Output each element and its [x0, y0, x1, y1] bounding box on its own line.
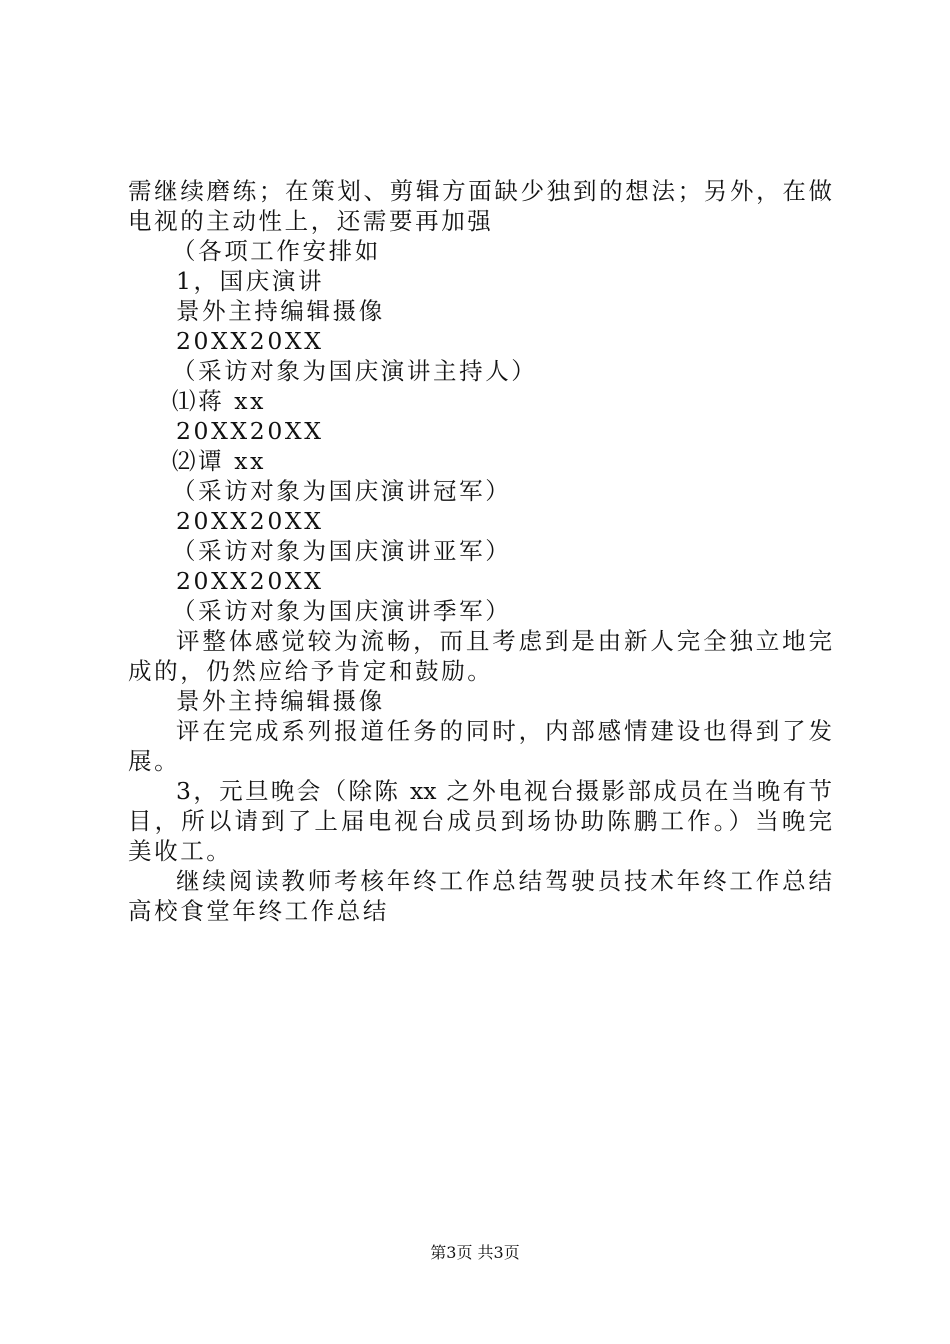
text-line: （各项工作安排如 [172, 237, 381, 265]
text-line: （采访对象为国庆演讲亚军） [172, 537, 512, 565]
text-line: （采访对象为国庆演讲季军） [172, 597, 512, 625]
text-line: 成的，仍然应给予肯定和鼓励。 [128, 657, 494, 685]
section-heading: 3，元旦晚会（除陈 xx 之外电视台摄影部成员在当晚有节 [176, 777, 832, 805]
text-line: 美收工。 [128, 837, 233, 865]
document-body [128, 176, 832, 926]
text-line: 评在完成系列报道任务的同时，内部感情建设也得到了发 [176, 717, 832, 745]
related-links-line: 高校食堂年终工作总结 [128, 897, 389, 925]
date-line: 20XX20XX [176, 327, 324, 355]
text-line: 展。 [128, 747, 181, 775]
list-item: ⑴蒋 xx [172, 387, 266, 415]
section-heading: 1，国庆演讲 [176, 267, 325, 295]
text-line: （采访对象为国庆演讲主持人） [172, 357, 538, 385]
text-line: 评整体感觉较为流畅，而且考虑到是由新人完全独立地完 [176, 627, 832, 655]
list-item: ⑵谭 xx [172, 447, 266, 475]
date-line: 20XX20XX [176, 567, 324, 595]
text-line: 景外主持编辑摄像 [176, 687, 385, 715]
text-line: （采访对象为国庆演讲冠军） [172, 477, 512, 505]
date-line: 20XX20XX [176, 417, 324, 445]
date-line: 20XX20XX [176, 507, 324, 535]
text-line: 景外主持编辑摄像 [176, 297, 385, 325]
related-links-line: 继续阅读教师考核年终工作总结驾驶员技术年终工作总结 [176, 867, 832, 895]
text-line: 电视的主动性上，还需要再加强 [128, 207, 494, 235]
text-line: 目，所以请到了上届电视台成员到场协助陈鹏工作。）当晚完 [128, 807, 832, 835]
text-line: 需继续磨练；在策划、剪辑方面缺少独到的想法；另外，在做 [128, 177, 832, 205]
page-number-footer: 第3页 共3页 [430, 1243, 520, 1262]
